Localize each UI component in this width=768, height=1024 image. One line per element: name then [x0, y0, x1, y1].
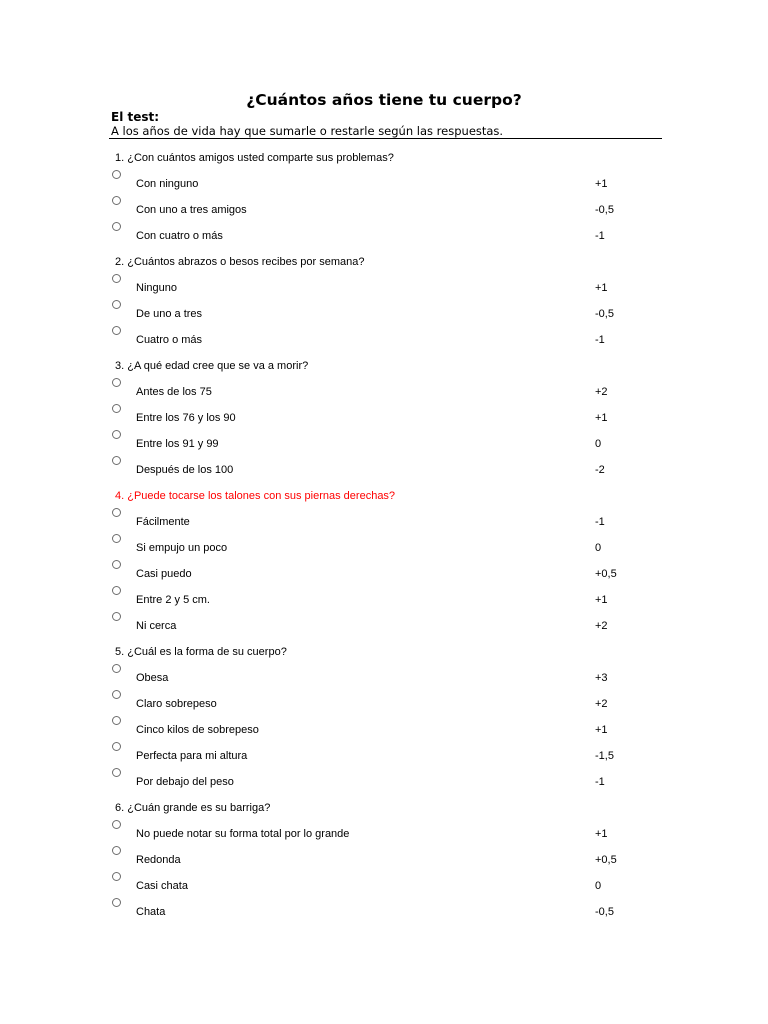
radio-button[interactable] [112, 274, 121, 283]
option-score: -1 [595, 230, 605, 242]
option-label: Por debajo del peso [136, 776, 234, 788]
option-label: Entre los 76 y los 90 [136, 412, 236, 424]
radio-button[interactable] [112, 768, 121, 777]
radio-button[interactable] [112, 872, 121, 881]
option-score: -1 [595, 334, 605, 346]
option-score: +1 [595, 178, 608, 190]
radio-button[interactable] [112, 820, 121, 829]
question-3-text: 3. ¿A qué edad cree que se va a morir? [115, 360, 309, 372]
radio-button[interactable] [112, 378, 121, 387]
option-label: Cuatro o más [136, 334, 203, 346]
option-score: -0,5 [595, 906, 614, 918]
option-label: Redonda [136, 854, 181, 866]
option-score: -0,5 [595, 204, 614, 216]
radio-button[interactable] [112, 430, 121, 439]
radio-button[interactable] [112, 846, 121, 855]
option-score: +2 [595, 698, 608, 710]
option-score: -1,5 [595, 750, 614, 762]
option-score: -0,5 [595, 308, 614, 320]
option-label: Antes de los 75 [136, 386, 212, 398]
option-score: +2 [595, 620, 608, 632]
question-2-text: 2. ¿Cuántos abrazos o besos recibes por semana? [115, 256, 365, 268]
radio-button[interactable] [112, 170, 121, 179]
option-label: Cinco kilos de sobrepeso [136, 724, 259, 736]
question-6-text: 6. ¿Cuán grande es su barriga? [115, 802, 271, 814]
option-label: Entre los 91 y 99 [136, 438, 219, 450]
radio-button[interactable] [112, 196, 121, 205]
option-label: Con cuatro o más [136, 230, 223, 242]
radio-button[interactable] [112, 586, 121, 595]
option-label: Casi chata [136, 880, 188, 892]
option-score: +1 [595, 828, 608, 840]
option-label: Entre 2 y 5 cm. [136, 594, 210, 606]
option-label: No puede notar su forma total por lo grande [136, 828, 350, 840]
option-score: +0,5 [595, 568, 617, 580]
intro-text: A los años de vida hay que sumarle o restarle según las respuestas. [111, 124, 504, 138]
radio-button[interactable] [112, 222, 121, 231]
option-label: Ninguno [136, 282, 177, 294]
option-score: +1 [595, 594, 608, 606]
option-score: 0 [595, 438, 602, 450]
option-label: Con ninguno [136, 178, 199, 190]
radio-button[interactable] [112, 456, 121, 465]
option-score: +1 [595, 412, 608, 424]
divider-line [109, 138, 662, 139]
option-label: Si empujo un poco [136, 542, 228, 554]
radio-button[interactable] [112, 508, 121, 517]
radio-button[interactable] [112, 716, 121, 725]
radio-button[interactable] [112, 326, 121, 335]
option-label: Fácilmente [136, 516, 190, 528]
radio-button[interactable] [112, 664, 121, 673]
option-score: -2 [595, 464, 605, 476]
option-score: +1 [595, 724, 608, 736]
test-heading: El test: [111, 110, 160, 124]
option-label: Ni cerca [136, 620, 177, 632]
option-label: Perfecta para mi altura [136, 750, 248, 762]
question-5-text: 5. ¿Cuál es la forma de su cuerpo? [115, 646, 287, 658]
option-score: +3 [595, 672, 608, 684]
radio-button[interactable] [112, 404, 121, 413]
radio-button[interactable] [112, 742, 121, 751]
question-4-text: 4. ¿Puede tocarse los talones con sus piernas derechas? [115, 490, 396, 502]
option-label: De uno a tres [136, 308, 203, 320]
option-score: 0 [595, 880, 602, 892]
option-score: -1 [595, 516, 605, 528]
option-label: Casi puedo [136, 568, 192, 580]
option-label: Después de los 100 [136, 464, 234, 476]
radio-button[interactable] [112, 300, 121, 309]
radio-button[interactable] [112, 898, 121, 907]
radio-button[interactable] [112, 612, 121, 621]
option-label: Chata [136, 906, 166, 918]
option-label: Obesa [136, 672, 169, 684]
radio-button[interactable] [112, 690, 121, 699]
option-score: +1 [595, 282, 608, 294]
radio-button[interactable] [112, 560, 121, 569]
option-score: -1 [595, 776, 605, 788]
radio-button[interactable] [112, 534, 121, 543]
option-score: 0 [595, 542, 602, 554]
option-score: +0,5 [595, 854, 617, 866]
option-score: +2 [595, 386, 608, 398]
page-title: ¿Cuántos años tiene tu cuerpo? [246, 91, 522, 109]
question-1-text: 1. ¿Con cuántos amigos usted comparte sus problemas? [115, 152, 394, 164]
option-label: Claro sobrepeso [136, 698, 217, 710]
option-label: Con uno a tres amigos [136, 204, 247, 216]
